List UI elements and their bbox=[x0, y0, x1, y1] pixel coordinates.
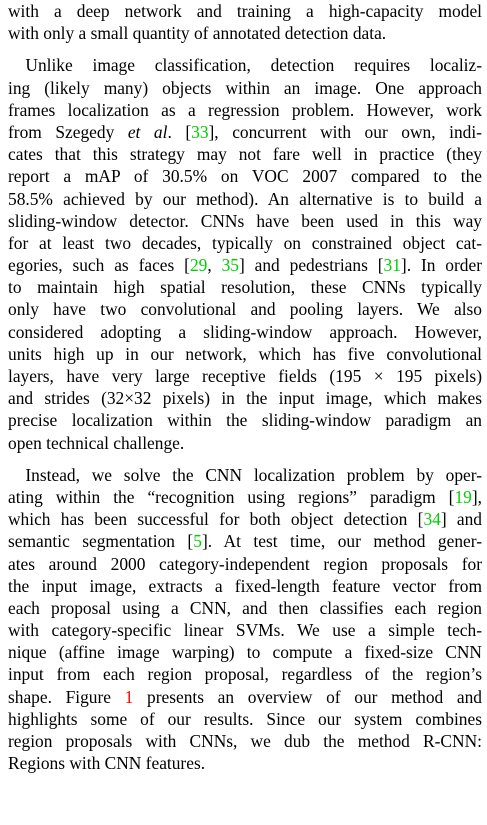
text-run: input from each region proposal, regardless of the region’s bbox=[8, 664, 482, 685]
text-line bbox=[8, 641, 482, 663]
text-line bbox=[8, 508, 482, 530]
text-run: for at least two decades, typically on constrained object cat- bbox=[8, 232, 482, 253]
text-line bbox=[8, 663, 482, 685]
paragraph-gap bbox=[8, 454, 482, 464]
text-line bbox=[8, 365, 482, 387]
text-line bbox=[8, 343, 482, 365]
text-run: egories, such as faces [ bbox=[8, 255, 190, 276]
text-run: each proposal using a CNN, and then classifies each region bbox=[8, 597, 482, 618]
text-run: Instead, we solve the CNN localization problem by oper- bbox=[8, 464, 482, 485]
text-line bbox=[8, 254, 482, 276]
text-run: ]. In order bbox=[400, 255, 482, 276]
text-run: semantic segmentation [ bbox=[8, 531, 194, 552]
text-run: from Szegedy bbox=[8, 121, 128, 142]
text-run: . [ bbox=[167, 121, 192, 142]
text-run: 58.5% achieved by our method). An alternative is to build a bbox=[8, 188, 482, 209]
text-run: ], bbox=[471, 486, 482, 507]
paragraph bbox=[8, 0, 482, 44]
citation-link[interactable]: 35 bbox=[221, 255, 239, 276]
text-run: to maintain high spatial resolution, these CNNs typically bbox=[8, 277, 482, 298]
text-run: open technical challenge. bbox=[8, 432, 185, 453]
text-run: Regions with CNN features. bbox=[8, 753, 206, 774]
text-run: layers, have very large receptive fields (195 × 195 pixels) bbox=[8, 366, 482, 386]
citation-link[interactable]: 33 bbox=[191, 121, 209, 142]
citation-link[interactable]: 19 bbox=[454, 486, 472, 507]
text-line bbox=[8, 730, 482, 752]
text-line bbox=[8, 553, 482, 575]
text-run: ates around 2000 category-independent region proposals for bbox=[8, 553, 482, 574]
text-line bbox=[8, 752, 482, 774]
citation-link[interactable]: 31 bbox=[383, 255, 401, 276]
text-line bbox=[8, 77, 482, 99]
text-line bbox=[8, 54, 482, 76]
text-run: report a mAP of 30.5% on VOC 2007 compared to the bbox=[8, 166, 482, 187]
paragraph bbox=[8, 54, 482, 453]
text-run: considered adopting a sliding-window approach. However, bbox=[8, 321, 482, 342]
text-line bbox=[8, 321, 482, 343]
text-run: et al bbox=[127, 121, 168, 142]
text-line bbox=[8, 298, 482, 320]
text-run: ] and pedestrians [ bbox=[238, 255, 384, 276]
text-run: Unlike image classification, detection requires localiz- bbox=[8, 55, 482, 76]
text-run: sliding-window detector. CNNs have been used in this way bbox=[8, 210, 482, 231]
citation-link[interactable]: 5 bbox=[193, 531, 202, 552]
text-run: shape. Figure bbox=[8, 686, 125, 707]
text-run: ], concurrent with our own, indi- bbox=[208, 121, 482, 142]
citation-link[interactable]: 1 bbox=[124, 686, 134, 707]
text-line bbox=[8, 121, 482, 143]
text-run: frames localization as a regression problem. However, work bbox=[8, 99, 482, 120]
text-run: with a deep network and training a high-capacity model bbox=[8, 1, 482, 21]
text-run: with only a small quantity of annotated detection data. bbox=[8, 23, 387, 44]
text-run: ]. At test time, our method gener- bbox=[201, 531, 482, 552]
paragraph bbox=[8, 464, 482, 775]
text-run: precise localization within the sliding-window paradigm an bbox=[8, 410, 482, 431]
text-line bbox=[8, 165, 482, 187]
text-line bbox=[8, 597, 482, 619]
text-line bbox=[8, 409, 482, 431]
text-line bbox=[8, 188, 482, 210]
text-line bbox=[8, 686, 482, 708]
text-line bbox=[8, 486, 482, 508]
text-line bbox=[8, 464, 482, 486]
text-run: nique (affine image warping) to compute a fixed-size CNN bbox=[8, 642, 482, 663]
text-run: with category-specific linear SVMs. We use a simple tech- bbox=[8, 620, 482, 641]
text-run: region proposals with CNNs, we dub the method R-CNN: bbox=[8, 731, 482, 751]
text-run: presents an overview of our method and bbox=[133, 686, 483, 707]
text-line bbox=[8, 575, 482, 597]
text-line bbox=[8, 0, 482, 22]
text-line bbox=[8, 619, 482, 641]
text-line bbox=[8, 22, 482, 44]
text-run: ating within the “recognition using regions” paradigm [ bbox=[8, 486, 455, 507]
text-line bbox=[8, 708, 482, 730]
paragraph-gap bbox=[8, 44, 482, 54]
text-line bbox=[8, 232, 482, 254]
text-run: and strides (32×32 pixels) in the input image, which makes bbox=[8, 388, 482, 409]
text-run: , bbox=[207, 255, 222, 276]
citation-link[interactable]: 29 bbox=[189, 255, 208, 276]
text-line bbox=[8, 432, 482, 454]
text-run: only have two convolutional and pooling layers. We also bbox=[8, 299, 482, 320]
text-line bbox=[8, 99, 482, 121]
text-run: ] and bbox=[440, 509, 483, 530]
text-line bbox=[8, 276, 482, 298]
text-run: cates that this strategy may not fare well in practice (they bbox=[8, 144, 482, 165]
text-run: highlights some of our results. Since our system combines bbox=[8, 708, 482, 729]
text-run: ing (likely many) objects within an image. One approach bbox=[8, 77, 482, 98]
text-line bbox=[8, 143, 482, 165]
text-line bbox=[8, 530, 482, 552]
text-line bbox=[8, 210, 482, 232]
text-line bbox=[8, 387, 482, 409]
text-run: which has been successful for both object detection [ bbox=[8, 509, 424, 530]
text-run: the input image, extracts a fixed-length feature vector from bbox=[8, 575, 482, 596]
citation-link[interactable]: 34 bbox=[423, 509, 441, 530]
text-run: units high up in our network, which has five convolutional bbox=[8, 343, 482, 364]
